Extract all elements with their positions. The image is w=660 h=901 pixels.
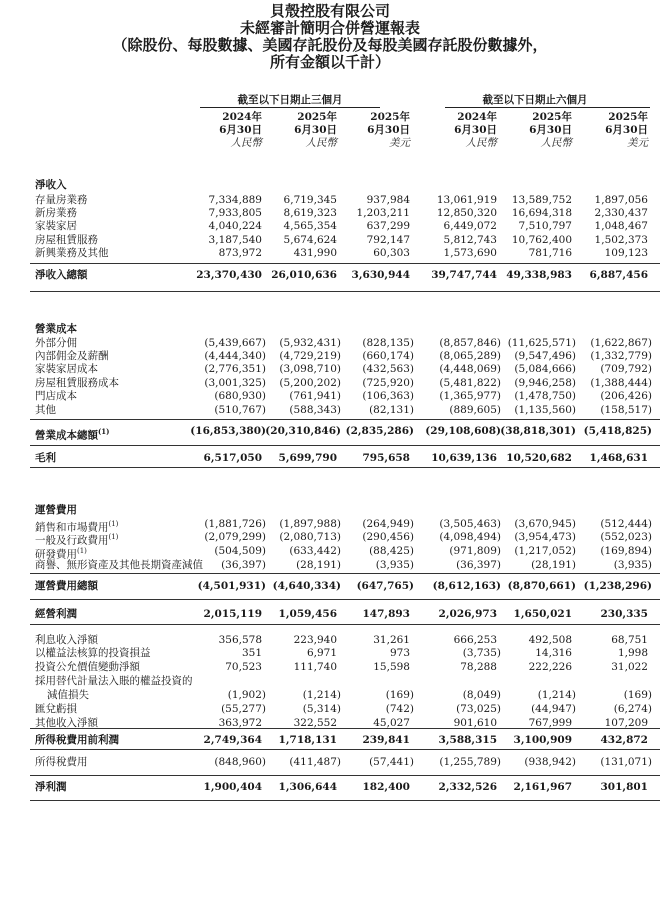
cell-value: 322,552 — [293, 717, 337, 729]
cell-value: 3,187,540 — [208, 234, 262, 246]
cell-value: 3,588,315 — [438, 734, 497, 746]
table-row — [0, 504, 660, 517]
cell-value: (169,894) — [600, 545, 652, 557]
cell-value: (828,135) — [362, 337, 414, 349]
row-label: 所得稅費用前利潤 — [35, 734, 119, 746]
cell-value: 1,502,373 — [594, 234, 648, 246]
cell-value: 26,010,636 — [271, 269, 337, 281]
table-row — [0, 518, 660, 534]
table-rule — [30, 467, 660, 468]
cell-value: 873,972 — [218, 247, 262, 259]
cell-value: 13,589,752 — [511, 194, 572, 206]
row-label: 運營費用 — [35, 504, 77, 516]
cell-value: (848,960) — [214, 756, 266, 768]
row-label: 所得稅費用 — [35, 756, 88, 768]
cell-value: 781,716 — [528, 247, 572, 259]
table-row — [0, 717, 660, 730]
cell-value: 2,161,967 — [513, 781, 572, 793]
cell-value: 1,900,404 — [203, 781, 262, 793]
cell-value: 109,123 — [604, 247, 648, 259]
cell-value: 1,897,056 — [594, 194, 648, 206]
cell-value: 12,850,320 — [436, 207, 497, 219]
cell-value: (588,343) — [289, 404, 341, 416]
column-header-date: 6月30日 — [605, 124, 648, 136]
cell-value: 239,841 — [362, 734, 410, 746]
cell-value: (28,191) — [296, 559, 341, 571]
row-label: 家裝家居 — [35, 220, 77, 232]
cell-value: 31,022 — [611, 661, 648, 673]
row-label: 存量房業務 — [35, 194, 88, 206]
row-label: 運營費用總額 — [35, 580, 98, 592]
row-label: 匯兌虧損 — [35, 703, 77, 715]
cell-value: 111,740 — [293, 661, 337, 673]
cell-value: (411,487) — [289, 756, 341, 768]
table-row — [0, 425, 660, 442]
cell-value: 70,523 — [225, 661, 262, 673]
cell-value: (4,448,069) — [439, 363, 501, 375]
cell-value: 182,400 — [362, 781, 410, 793]
cell-value: (3,935) — [375, 559, 414, 571]
cell-value: 666,253 — [453, 634, 497, 646]
cell-value: (5,314) — [302, 703, 341, 715]
row-label: 以權益法核算的投資損益 — [35, 647, 151, 659]
cell-value: 1,573,690 — [443, 247, 497, 259]
table-row — [0, 734, 660, 747]
cell-value: (3,954,473) — [514, 531, 576, 543]
table-row — [0, 404, 660, 417]
column-header-year: 2025年 — [297, 111, 337, 123]
column-header-year: 2025年 — [370, 111, 410, 123]
footnote-marker: (1) — [98, 427, 110, 436]
table-row — [0, 390, 660, 403]
table-row — [0, 207, 660, 220]
cell-value: (158,517) — [600, 404, 652, 416]
row-label: 淨收入 — [35, 179, 67, 191]
cell-value: 4,040,224 — [208, 220, 262, 232]
table-row — [0, 269, 660, 282]
three-months-underline — [200, 107, 380, 108]
column-header-year: 2024年 — [222, 111, 262, 123]
cell-value: 5,699,790 — [278, 452, 337, 464]
cell-value: (290,456) — [362, 531, 414, 543]
row-label: 房屋租賃服務成本 — [35, 377, 119, 389]
row-label: 減值損失 — [47, 689, 89, 701]
cell-value: (206,426) — [600, 390, 652, 402]
row-label: 利息收入淨額 — [35, 634, 98, 646]
cell-value: (16,853,380) — [190, 425, 266, 437]
cell-value: 60,303 — [373, 247, 410, 259]
cell-value: (1,135,560) — [514, 404, 576, 416]
table-row — [0, 194, 660, 207]
cell-value: (36,397) — [456, 559, 501, 571]
cell-value: 147,893 — [362, 608, 410, 620]
cell-value: (57,441) — [369, 756, 414, 768]
cell-value: 637,299 — [366, 220, 410, 232]
table-row — [0, 689, 660, 702]
row-label: 淨利潤 — [35, 781, 67, 793]
cell-value: 5,674,624 — [283, 234, 337, 246]
cell-value: (742) — [385, 703, 414, 715]
company-name: 貝殼控股有限公司 — [269, 2, 390, 20]
cell-value: (647,765) — [356, 580, 414, 592]
cell-value: 10,520,682 — [506, 452, 572, 464]
cell-value: 23,370,430 — [196, 269, 262, 281]
cell-value: (938,942) — [524, 756, 576, 768]
cell-value: 223,940 — [293, 634, 337, 646]
table-rule — [30, 445, 660, 446]
column-header-cur: 人民幣 — [230, 137, 262, 149]
table-row — [0, 647, 660, 660]
row-label: 其他 — [35, 404, 56, 416]
cell-value: (38,818,301) — [500, 425, 576, 437]
cell-value: 49,338,983 — [506, 269, 572, 281]
cell-value: (633,442) — [289, 545, 341, 557]
cell-value: (4,729,219) — [279, 350, 341, 362]
cell-value: (1,388,444) — [590, 377, 652, 389]
table-row — [0, 350, 660, 363]
table-row — [0, 781, 660, 794]
cell-value: 1,203,211 — [356, 207, 410, 219]
cell-value: (20,310,846) — [265, 425, 341, 437]
row-label: 外部分佣 — [35, 337, 77, 349]
cell-value: 2,749,364 — [203, 734, 262, 746]
cell-value: (73,025) — [456, 703, 501, 715]
table-row — [0, 545, 660, 561]
row-label: 新興業務及其他 — [35, 247, 109, 259]
cell-value: (1,365,977) — [439, 390, 501, 402]
cell-value: (88,425) — [369, 545, 414, 557]
cell-value: (5,481,822) — [439, 377, 501, 389]
row-label: 一般及行政費用$^{(1)}$ — [35, 533, 119, 547]
cell-value: (5,439,667) — [204, 337, 266, 349]
cell-value: (264,949) — [362, 518, 414, 530]
column-header — [502, 111, 572, 150]
cell-value: (1,214) — [537, 689, 576, 701]
table-rule — [30, 624, 660, 625]
cell-value: (552,023) — [600, 531, 652, 543]
cell-value: (504,509) — [214, 545, 266, 557]
statement-subtitle-2: 所有金額以千計） — [269, 53, 390, 71]
table-row — [0, 337, 660, 350]
column-header — [427, 111, 497, 150]
row-label: 門店成本 — [35, 390, 77, 402]
cell-value: 10,762,400 — [511, 234, 572, 246]
table-rule — [30, 573, 660, 574]
cell-value: (11,625,571) — [507, 337, 576, 349]
row-label: 投資公允價值變動淨額 — [35, 661, 140, 673]
cell-value: 356,578 — [218, 634, 262, 646]
cell-value: 107,209 — [604, 717, 648, 729]
cell-value: 973 — [389, 647, 410, 659]
cell-value: 14,316 — [535, 647, 572, 659]
cell-value: (971,809) — [449, 545, 501, 557]
cell-value: (8,049) — [462, 689, 501, 701]
cell-value: (169) — [623, 689, 652, 701]
cell-value: 792,147 — [366, 234, 410, 246]
cell-value: (5,418,825) — [583, 425, 652, 437]
column-header — [578, 111, 648, 150]
cell-value: 7,334,889 — [208, 194, 262, 206]
cell-value: (2,835,286) — [345, 425, 414, 437]
cell-value: 7,933,805 — [208, 207, 262, 219]
row-label: 經營利潤 — [35, 608, 77, 620]
table-row — [0, 377, 660, 390]
cell-value: 432,872 — [600, 734, 648, 746]
column-header-date: 6月30日 — [294, 124, 337, 136]
row-label: 房屋租賃服務 — [35, 234, 98, 246]
table-row — [0, 323, 660, 336]
column-header-cur: 人民幣 — [305, 137, 337, 149]
cell-value: 901,610 — [453, 717, 497, 729]
table-rule — [30, 800, 660, 801]
cell-value: (5,932,431) — [279, 337, 341, 349]
table-row — [0, 608, 660, 621]
column-header-cur: 人民幣 — [540, 137, 572, 149]
cell-value: (8,065,289) — [439, 350, 501, 362]
cell-value: (4,640,334) — [272, 580, 341, 592]
cell-value: (8,612,163) — [432, 580, 501, 592]
row-label: 淨收入總額 — [35, 269, 88, 281]
cell-value: 1,650,021 — [513, 608, 572, 620]
cell-value: (2,079,299) — [204, 531, 266, 543]
cell-value: (44,947) — [531, 703, 576, 715]
table-rule — [30, 291, 660, 292]
cell-value: 2,330,437 — [594, 207, 648, 219]
table-row — [0, 247, 660, 260]
statement-subtitle-1: （除股份、每股數據、美國存託股份及每股美國存託股份數據外， — [112, 36, 548, 54]
table-row — [0, 363, 660, 376]
cell-value: (28,191) — [531, 559, 576, 571]
cell-value: 7,510,797 — [518, 220, 572, 232]
cell-value: (1,897,988) — [279, 518, 341, 530]
cell-value: (8,870,661) — [507, 580, 576, 592]
cell-value: (3,670,945) — [514, 518, 576, 530]
table-row — [0, 234, 660, 247]
footnote-marker: (1) — [77, 547, 87, 555]
cell-value: 3,100,909 — [513, 734, 572, 746]
cell-value: (1,217,052) — [514, 545, 576, 557]
cell-value: 8,619,323 — [283, 207, 337, 219]
table-row — [0, 452, 660, 465]
table-row — [0, 703, 660, 716]
cell-value: (4,444,340) — [204, 350, 266, 362]
cell-value: (55,277) — [221, 703, 266, 715]
table-rule — [30, 419, 660, 420]
cell-value: 5,812,743 — [443, 234, 497, 246]
cell-value: 2,026,973 — [438, 608, 497, 620]
six-months-underline — [445, 107, 650, 108]
cell-value: 767,999 — [528, 717, 572, 729]
cell-value: (680,930) — [214, 390, 266, 402]
table-rule — [30, 749, 660, 750]
cell-value: (4,098,494) — [439, 531, 501, 543]
cell-value: (29,108,608) — [425, 425, 501, 437]
cell-value: 351 — [241, 647, 262, 659]
table-row — [0, 559, 660, 572]
cell-value: 10,639,136 — [431, 452, 497, 464]
row-label: 銷售和市場費用$^{(1)}$ — [35, 520, 119, 534]
row-label: 家裝家居成本 — [35, 363, 98, 375]
cell-value: (131,071) — [600, 756, 652, 768]
cell-value: (8,857,846) — [439, 337, 501, 349]
cell-value: 795,658 — [362, 452, 410, 464]
row-label: 內部佣金及薪酬 — [35, 350, 109, 362]
row-label: 採用替代計量法入賬的權益投資的 — [35, 675, 193, 687]
cell-value: 301,801 — [600, 781, 648, 793]
cell-value: 937,984 — [366, 194, 410, 206]
cell-value: (660,174) — [362, 350, 414, 362]
cell-value: 431,990 — [293, 247, 337, 259]
column-header — [267, 111, 337, 150]
cell-value: (709,792) — [600, 363, 652, 375]
cell-value: 1,468,631 — [589, 452, 648, 464]
table-rule — [30, 775, 660, 776]
cell-value: 1,306,644 — [278, 781, 337, 793]
row-label: 其他收入淨額 — [35, 717, 98, 729]
column-header-date: 6月30日 — [219, 124, 262, 136]
cell-value: (1,881,726) — [204, 518, 266, 530]
cell-value: 222,226 — [528, 661, 572, 673]
statement-title: 未經審計簡明合併營運報表 — [239, 19, 420, 37]
cell-value: 2,332,526 — [438, 781, 497, 793]
table-row — [0, 580, 660, 593]
cell-value: (5,084,666) — [514, 363, 576, 375]
cell-value: (3,505,463) — [439, 518, 501, 530]
footnote-marker: (1) — [108, 520, 119, 528]
cell-value: (432,563) — [362, 363, 414, 375]
cell-value: (725,920) — [362, 377, 414, 389]
cell-value: (1,255,789) — [439, 756, 501, 768]
cell-value: (9,946,258) — [514, 377, 576, 389]
cell-value: (3,735) — [462, 647, 501, 659]
cell-value: 1,048,467 — [594, 220, 648, 232]
cell-value: (106,363) — [362, 390, 414, 402]
cell-value: 45,027 — [373, 717, 410, 729]
cell-value: (169) — [385, 689, 414, 701]
cell-value: (36,397) — [221, 559, 266, 571]
cell-value: (4,501,931) — [197, 580, 266, 592]
cell-value: 1,059,456 — [278, 608, 337, 620]
cell-value: (1,214) — [302, 689, 341, 701]
column-header-year: 2025年 — [532, 111, 572, 123]
cell-value: (510,767) — [214, 404, 266, 416]
cell-value: 4,565,354 — [283, 220, 337, 232]
cell-value: 39,747,744 — [431, 269, 497, 281]
cell-value: (1,332,779) — [590, 350, 652, 362]
table-row — [0, 756, 660, 769]
cell-value: 6,971 — [306, 647, 337, 659]
column-header-date: 6月30日 — [529, 124, 572, 136]
cell-value: (512,444) — [600, 518, 652, 530]
cell-value: 13,061,919 — [436, 194, 497, 206]
column-header-year: 2025年 — [608, 111, 648, 123]
row-label: 營業成本總額$^{(1)}$ — [35, 427, 110, 442]
cell-value: (2,080,713) — [279, 531, 341, 543]
footnote-marker: (1) — [108, 533, 119, 541]
cell-value: (5,200,202) — [279, 377, 341, 389]
cell-value: 6,517,050 — [203, 452, 262, 464]
row-label: 商譽、無形資產及其他長期資產減值 — [35, 559, 203, 571]
row-label: 營業成本 — [35, 323, 77, 335]
column-header-year: 2024年 — [457, 111, 497, 123]
cell-value: 230,335 — [600, 608, 648, 620]
cell-value: (82,131) — [369, 404, 414, 416]
cell-value: (761,941) — [289, 390, 341, 402]
cell-value: 6,449,072 — [443, 220, 497, 232]
cell-value: 1,718,131 — [278, 734, 337, 746]
cell-value: 6,887,456 — [589, 269, 648, 281]
cell-value: 363,972 — [218, 717, 262, 729]
cell-value: (889,605) — [449, 404, 501, 416]
table-row — [0, 661, 660, 674]
cell-value: 2,015,119 — [203, 608, 262, 620]
cell-value: (1,902) — [227, 689, 266, 701]
table-row — [0, 179, 660, 192]
cell-value: (3,098,710) — [279, 363, 341, 375]
cell-value: 492,508 — [528, 634, 572, 646]
cell-value: 1,998 — [617, 647, 648, 659]
column-header — [340, 111, 410, 150]
cell-value: 3,630,944 — [351, 269, 410, 281]
six-months-header: 截至以下日期止六個月 — [482, 94, 588, 106]
row-label: 毛利 — [35, 452, 56, 464]
row-label: 研發費用$^{(1)}$ — [35, 547, 87, 561]
cell-value: 78,288 — [460, 661, 497, 673]
cell-value: 16,694,318 — [511, 207, 572, 219]
column-header-cur: 人民幣 — [465, 137, 497, 149]
column-header-date: 6月30日 — [454, 124, 497, 136]
cell-value: 31,261 — [373, 634, 410, 646]
cell-value: 15,598 — [373, 661, 410, 673]
table-rule — [30, 263, 660, 264]
cell-value: (1,622,867) — [590, 337, 652, 349]
column-header-cur: 美元 — [389, 137, 410, 149]
cell-value: (3,001,325) — [204, 377, 266, 389]
table-row — [0, 220, 660, 233]
cell-value: (2,776,351) — [204, 363, 266, 375]
cell-value: (3,935) — [613, 559, 652, 571]
row-label: 新房業務 — [35, 207, 77, 219]
table-row — [0, 675, 660, 688]
table-row — [0, 531, 660, 547]
cell-value: 6,719,345 — [283, 194, 337, 206]
cell-value: (6,274) — [613, 703, 652, 715]
cell-value: (1,238,296) — [583, 580, 652, 592]
cell-value: 68,751 — [611, 634, 648, 646]
cell-value: (1,478,750) — [514, 390, 576, 402]
table-rule — [30, 599, 660, 600]
three-months-header: 截至以下日期止三個月 — [237, 94, 343, 106]
column-header — [192, 111, 262, 150]
table-row — [0, 634, 660, 647]
cell-value: (9,547,496) — [514, 350, 576, 362]
column-header-cur: 美元 — [627, 137, 648, 149]
column-header-date: 6月30日 — [367, 124, 410, 136]
